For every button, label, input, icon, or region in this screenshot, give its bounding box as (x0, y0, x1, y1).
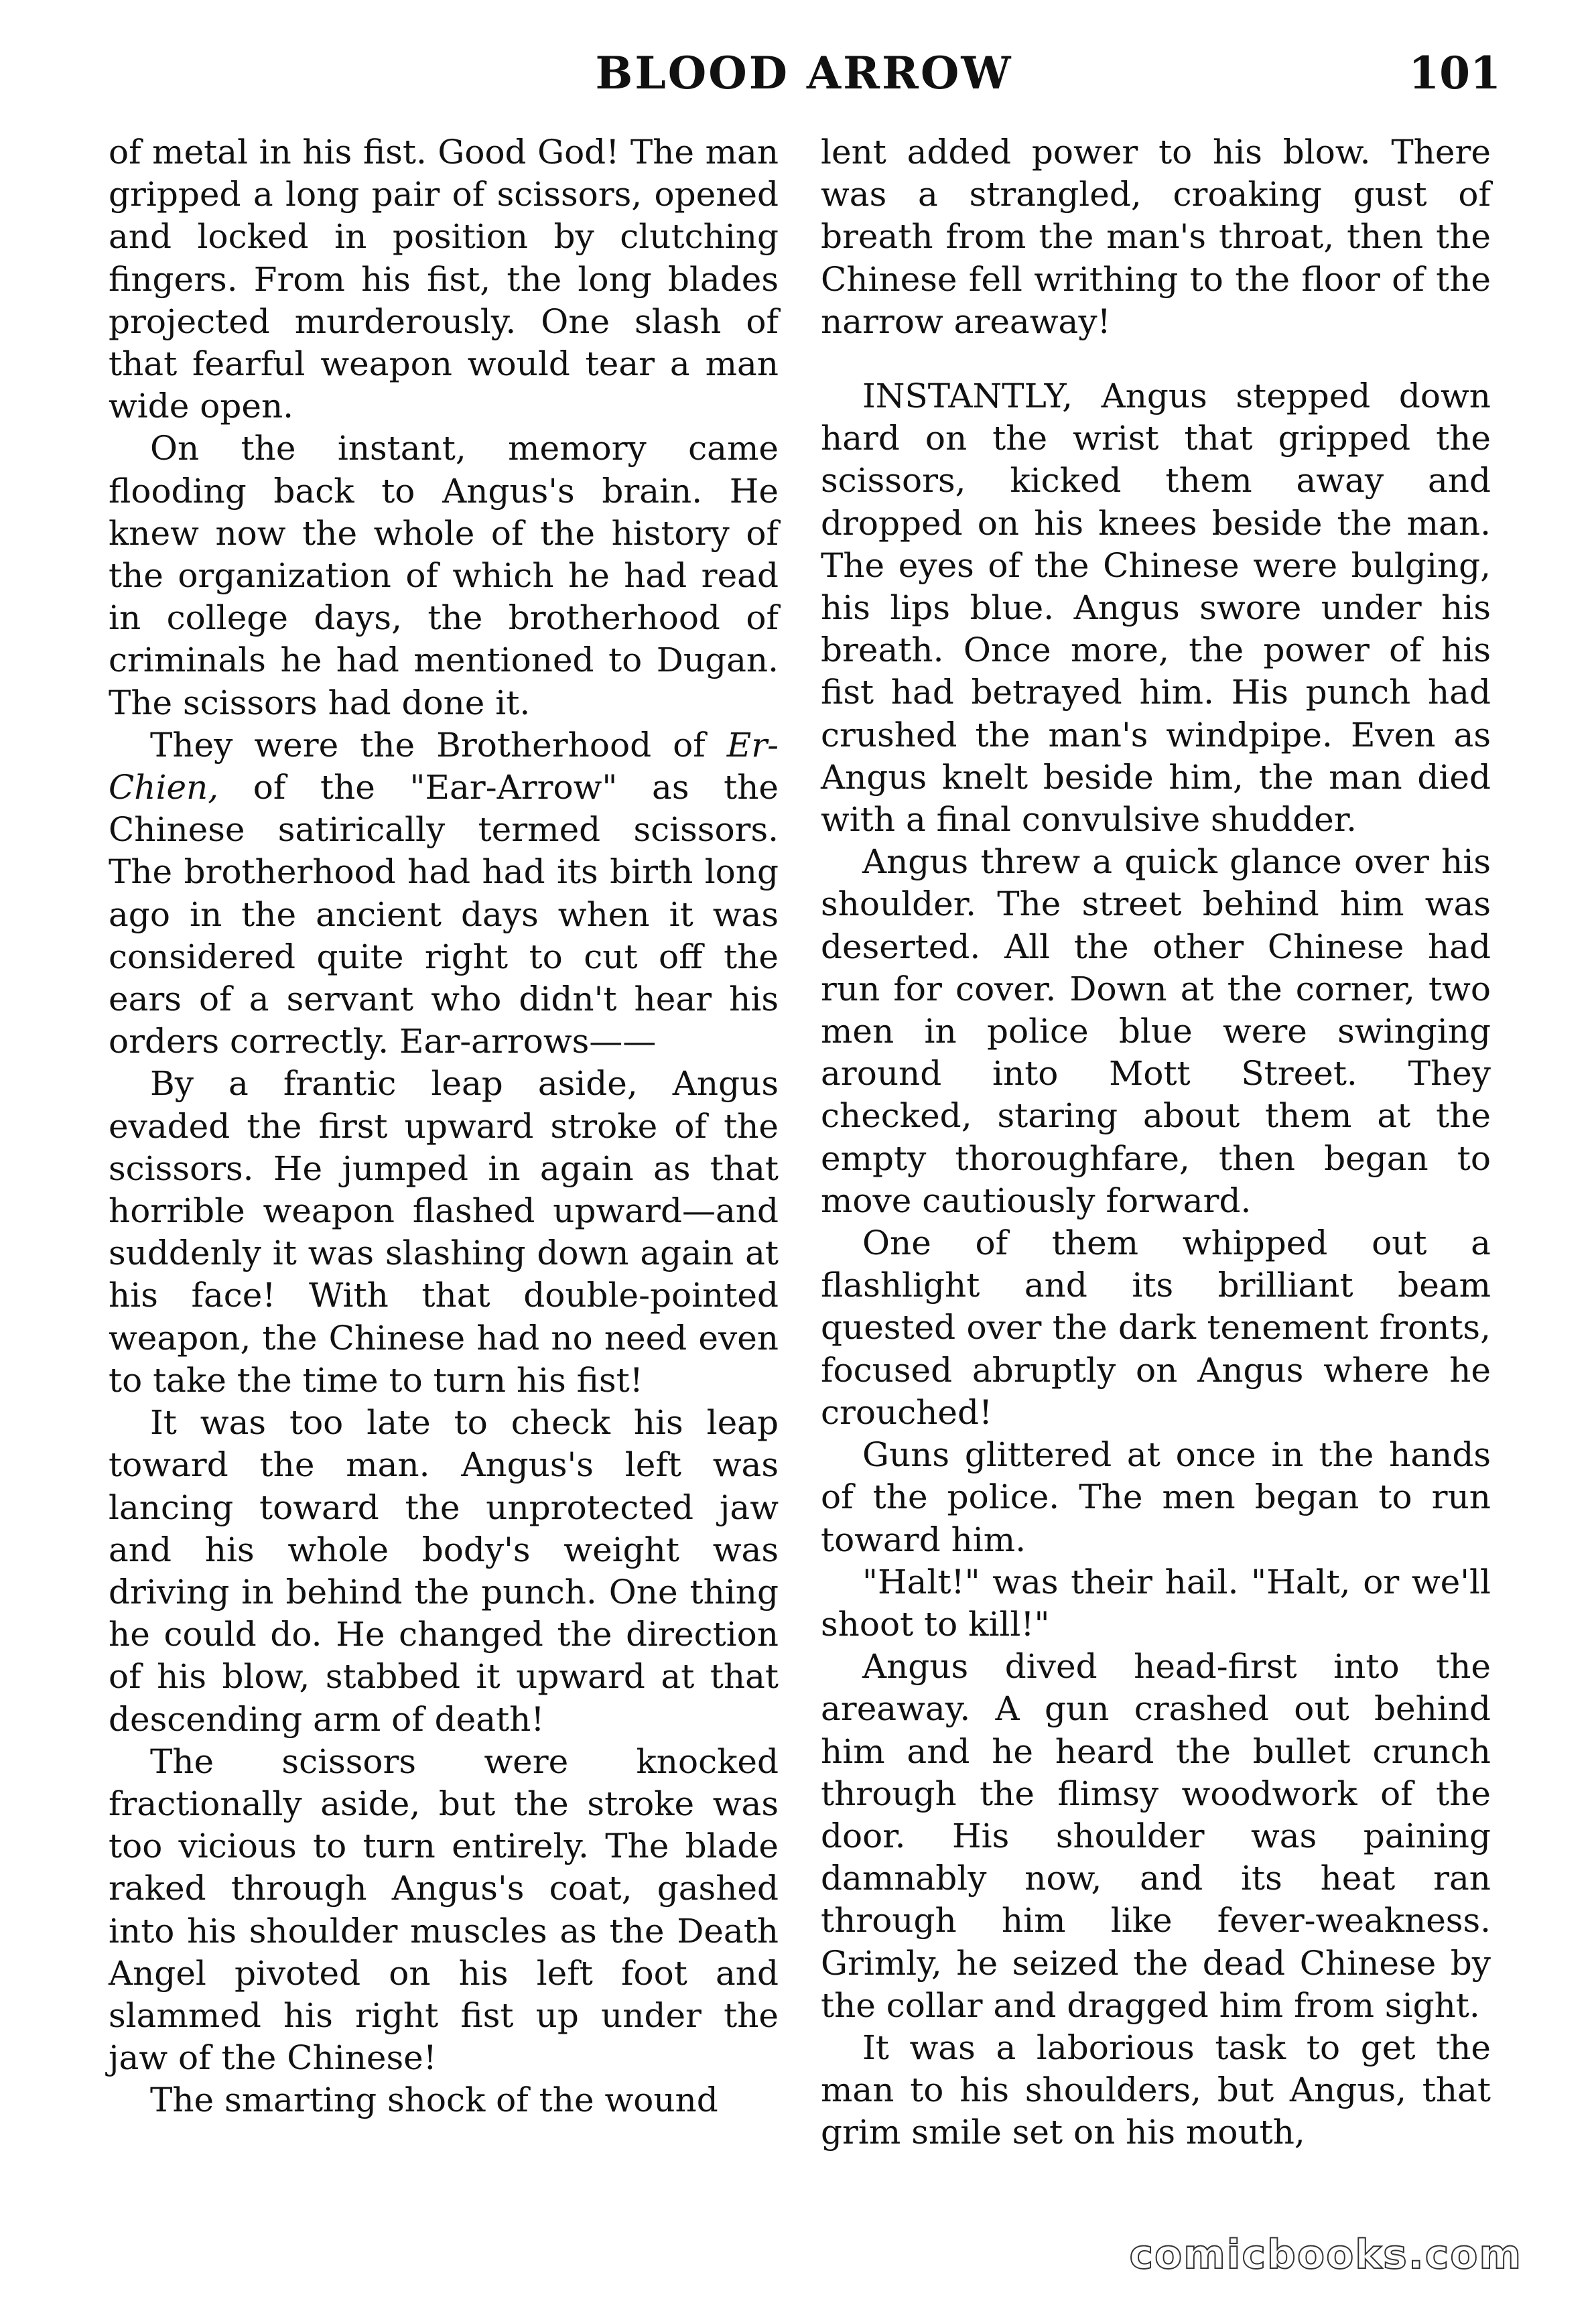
paragraph: Angus threw a quick glance over his shoulder. The street behind him was deserted. All the other Chinese had run for cover. Down at the corner, two men in police blue were swinging around into Mott Street. They checked, staring about them at the empty thoroughfare, then began to move cautiously forward. (821, 842, 1491, 1220)
paragraph: The scissors were knocked fractionally aside, but the stroke was too vicious to turn entirely. The blade raked through Angus's coat, gashed into his shoulder muscles as the Death Angel pivoted on his left foot and slammed his right fist up under the jaw of the Chinese! (109, 1742, 779, 2078)
right-column (821, 131, 1491, 2154)
section-paragraph: INSTANTLY, Angus stepped down hard on the wrist that gripped the scissors, kicked them away and dropped on his knees beside the man. The eyes of the Chinese were bulging, his lips blue. Angus swore under his breath. Once more, the power of his fist had betrayed him. His punch had crushed the man's windpipe. Even as Angus knelt beside him, the man died with a final convulsive shudder. (821, 377, 1491, 840)
paragraph: It was a laborious task to get the man to his shoulders, but Angus, that grim smile set on his mouth, (821, 2028, 1491, 2152)
paragraph: The smarting shock of the wound (150, 2081, 718, 2120)
paragraph: lent added power to his blow. There was a strangled, croaking gust of breath from the man's throat, then the Chinese fell writhing to the floor of the narrow areaway! (821, 133, 1491, 341)
page-header (107, 40, 1501, 114)
paragraph (109, 724, 779, 1063)
paragraph: of metal in his fist. Good God! The man gripped a long pair of scissors, opened and locked in position by clutching fingers. From his fist, the long blades projected murderously. One slash of that fearful weapon would tear a man wide open. (109, 133, 779, 426)
running-title: BLOOD ARROW (595, 47, 1013, 99)
watermark: comicbooks.com (1129, 2231, 1522, 2278)
paragraph-text: of the "Ear-Arrow" as the Chinese satirically termed scissors. The brotherhood had had its birth long ago in the ancient days when it was considered quite right to cut off the ears of a servant who didn't hear his orders correctly. Ear-arrows—— (109, 768, 779, 1061)
paragraph: Angus dived head-first into the areaway. A gun crashed out behind him and he heard the bullet crunch through the flimsy woodwork of the door. His shoulder was paining damnably now, and its heat ran through him like fever-weakness. Grimly, he seized the dead Chinese by the collar and dragged him from sight. (821, 1647, 1491, 2025)
paragraph: Guns glittered at once in the hands of the police. The men began to run toward him. (821, 1435, 1491, 1559)
page-number: 101 (1408, 47, 1501, 99)
paragraph: One of them whipped out a flashlight and its brilliant beam quested over the dark tenement fronts, focused abruptly on Angus where he crouched! (821, 1224, 1491, 1432)
paragraph: By a frantic leap aside, Angus evaded the first upward stroke of the scissors. He jumped in again as that horrible weapon flashed upward—and suddenly it was slashing down again at his face! With that double-pointed weapon, the Chinese had no need even to take the time to turn his fist! (109, 1064, 779, 1400)
italic-term: Er-Chien, (109, 725, 779, 807)
paragraph: On the instant, memory came flooding back to Angus's brain. He knew now the whole of the history of the organization of which he had read in college days, the brotherhood of criminals he had mentioned to Dugan. The scissors had done it. (109, 429, 779, 722)
paragraph: "Halt!" was their hail. "Halt, or we'll shoot to kill!" (821, 1562, 1491, 1644)
paragraph-text: They were the Brotherhood of (150, 725, 727, 765)
paragraph: It was too late to check his leap toward the man. Angus's left was lancing toward the unprotected jaw and his whole body's weight was driving in behind the punch. One thing he could do. He changed the direction of his blow, stabbed it upward at that descending arm of death! (109, 1403, 779, 1739)
left-column (109, 131, 779, 2122)
